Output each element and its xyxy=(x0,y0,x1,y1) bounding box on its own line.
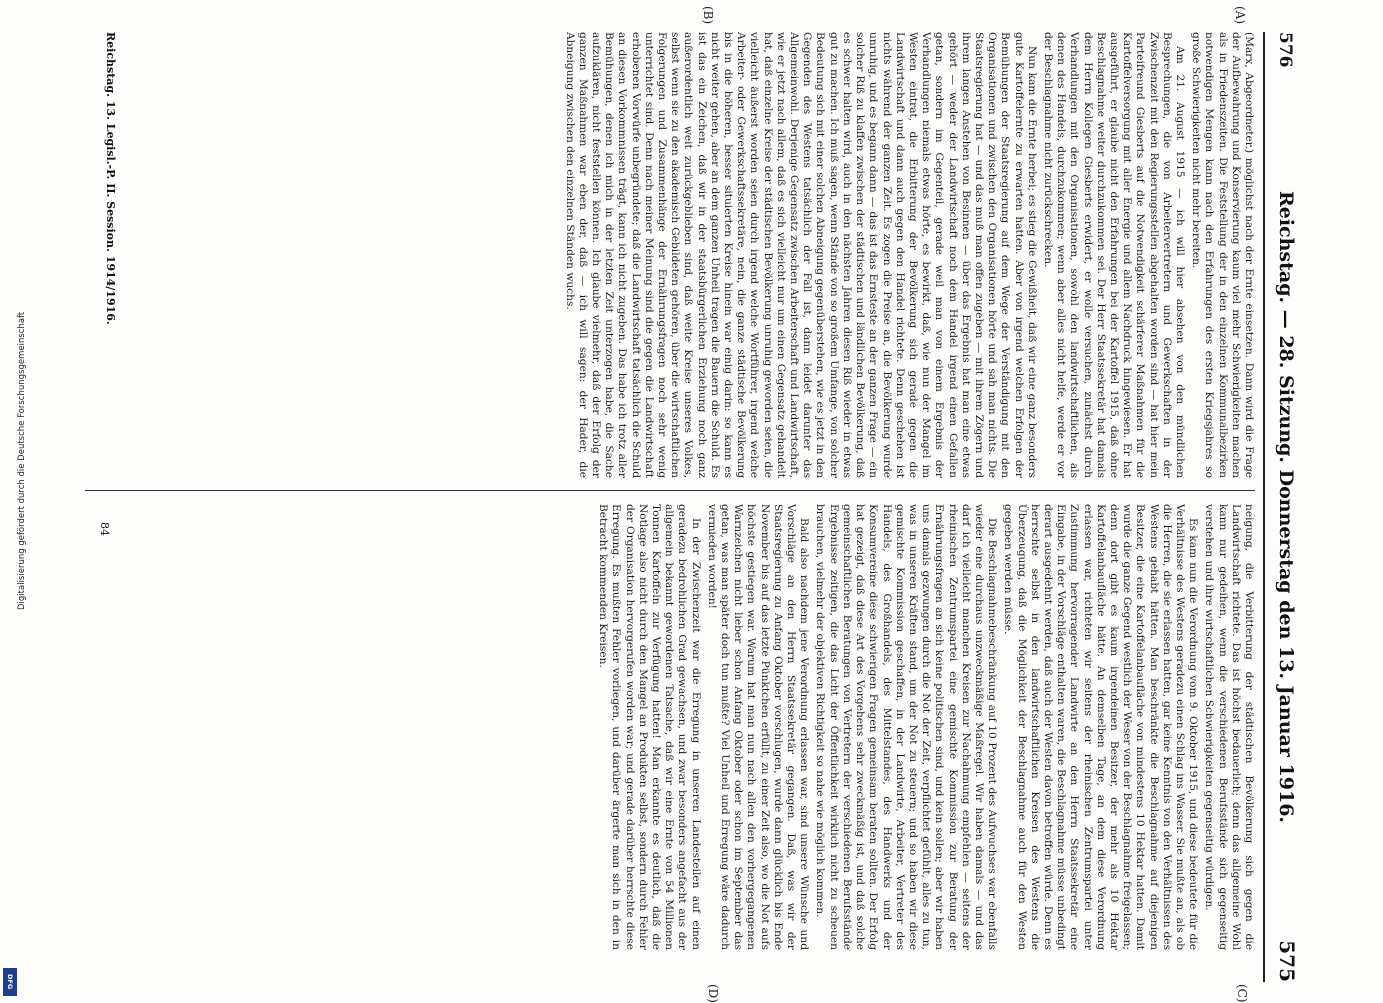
paragraph: Die Beschlagnahmebeschränkung auf 10 Prozent des Aufwuchses war ebenfalls wieder eine durchaus unzweckmäßige Maßregel. Wir haben damals — und das darf ich vielleicht manchen Kreisen zur Nachahmung empfehlen — seitens der rheinischen Zentrumspartei eine gemischte Kommission zur Beratung der Ernährungsfragen an sich keine politischen sind, und kein sollen; aber wir haben uns damals gezwungen durch die Not der Zeit, verpflichtet gefühlt, alles zu tun, was in unseren Kräften stand, um der Not zu steuern; und so haben wir diese gemischte Kommission geschaffen, in der Landwirte, Arbeiter, Vertreter des Handels, des Großhandels, des Mittelstandes, des Handwerks und der Konsumvereine diese schwierigen Fragen gemeinsam beraten sollten. Der Erfolg hat gezeigt, daß diese Art des Vorgehens sehr zweckmäßig ist, und daß solche gemeinschaftlichen Beratungen von Vertretern der verschiedenen Berufsstände Ergebnisse zeitigen, die das Licht der Öffentlichkeit wirklich nicht zu scheuen brauchen, vielmehr der objektiven Richtigkeit so nahe wie möglich kommen. xyxy=(814,504,999,950)
header-page-right: 575 xyxy=(1275,940,1299,982)
paragraph: Bald also nachdem jene Verordnung erlassen war, sind unsere Wünsche und Vorschläge an den Herrn Staatssekretär gegangen. Daß, was wir der Staatsregierung zu Anfang Oktober vorschlugen, wurde dann glücklich bis Ende November bis auf das letzte Pünktchen erfüllt, zu einer Zeit also, wo die Not aufs höchste gestiegen war. Warum hat man nun nach allen den vorhergegangenen Warnzeichen nicht lieber schon Anfang Oktober oder schon im September das getan, was man später doch tun mußte? Viel Unheil und Erregung wäre dadurch vermieden worden! xyxy=(705,504,811,950)
right-text-column xyxy=(75,504,1255,950)
session-reference: Reichstag. 13. Legisl.-P. II. Session. 1914/1916. xyxy=(104,32,117,325)
digitization-credit xyxy=(2,0,27,1000)
paragraph: In der Zwischenzeit war die Erregung in unseren Landesteilen auf einen geradezu bedrohlichen Grad gewachsen, und zwar besonders angefacht aus der allgemein bekannt gewordenen Tatsache, daß wir eine Ernte von 54 Millionen Tonnen Kartoffeln zur Verfügung hatten! Man erkannte es deutlich, daß die Notlage also nicht durch den Mangel an Produkten selbst, sondern durch Fehler der Organisation hervorgerufen worden war; und gerade darüber herrschte diese Erregung. Es mußten Fehler vorliegen, und darüber ärgerte man sich in den in Betracht kommenden Kreisen. xyxy=(597,504,702,950)
paragraph: Am 21. August 1915 — ich will hier absehen von den mündlichen Besprechungen, die von Arbeitervertretern und Gewerkschaften in der Zwischenzeit mit den Regierungsstellen abgehalten worden sind — hat hier mein Parteifreund Giesberts auf die Notwendigkeit schärferer Maßnahmen für die Kartoffelversorgung mit aller Energie und allem Nachdruck hingewiesen. Er hat ausgeführt, er glaube nicht den Erfahrungen bei der Kartoffel 1915, daß ohne Beschlagnahme weiter durchzukommen sei. Der Herr Staatssekretär hat damals dem Herrn Kollegen Giesberts erwidert, er wolle versuchen, zunächst durch Verhandlungen mit den Organisationen, sowohl den landwirtschaftlichen, als denen des Handels, durchzukommen; wenn aber alles nicht helfe, werde er vor der Beschlagnahme nicht zurückschrecken. xyxy=(1041,32,1186,478)
paragraph: Nun kam die Ernte herbei; es stieg die Gewißheit, daß wir eine ganz besonders gute Kartoffelernte zu erwarten hatten. Aber von irgend welchen Erfolgen der Bemühungen der Staatsregierung auf dem Wege der Verständigung mit den Organisationen und zwischen den Organisationen hörte und sah man nichts. Die Staatsregierung hat — und das muß man offen zugeben — mit ihrem Zögern und ihrem langen Anstehen von Besinnen — über das Ergebnis hat man eine etwas gehört — weder der Landwirtschaft noch dem Handel irgend einen Gefallen getan, sondern im Gegenteil, gerade weil man von einem Ergebnis der Verhandlungen niemals etwas hörte, es bewirkt, daß, wie nun der Mangel im Westen eintrat, die Erbitterung der Bevölkerung sich gerade gegen die Landwirtschaft und dann auch gegen den Handel richtete. Denn geschehen ist nichts während der ganzen Zeit. Es zogen die Preise an, die Bevölkerung wurde unruhig, und es begann dann — das ist das Ernsteste an der ganzen Frage — ein solcher Riß zu klaffen zwischen der städtischen und ländlichen Bevölkerung, daß es schwer halten wird, auch in den nächsten Jahren diesen Riß wieder in etwas gut zu machen. Ich muß sagen, wenn Stände von so großem Umfange, von solcher Bedeutung sich mit einer solchen Abneigung gegenüberstehen, wie es jetzt in den Gegenden des Westens tatsächlich der Fall ist, dann leidet darunter das Allgemeinwohl. Derjenige Gegensatz zwischen Arbeiterschaft und Landwirtschaft, wie er jetzt nach allem, daß es sich vielleicht nur um einen Gegensatz gehandelt hat, daß einzelne Kreise der städtischen Bevölkerung unruhig geworden seien, die vielleicht äußerst worden seien durch irgend welche Wortführer, irgend welche Arbeiter- oder Gewerkschaftssekretäre, nein, die ganze städtische Bevölkerung bis in die höheren, besser situierten Kreise hinein war einig darin: so kann es nicht weiter gehen, aber an dem ganzen Unheil tragen die Bauern die Schuld. Es ist das ein Zeichen, daß wir in der staatsbürgerlichen Erziehung noch ganz außerordentlich weit zurückgeblieben sind, daß weite Kreise unseres Volkes, selbst wenn sie zu den akademisch Gebildeten gehören, über die wirtschaftlichen Folgerungen und Zusammenhänge der Ernährungsfragen noch sehr wenig unterrichtet sind. Denn nach meiner Meinung sind die gegen die Landwirtschaft erhobenen Vorwürfe unbegründete; daß die Landwirtschaft tatsächlich die Schuld an diesen Vorkommnissen trägt, kann ich nicht zugeben. Das habe ich trotz aller Bemühungen, denen ich mich in der letzten Zeit unterzogen habe, die Sache aufzuklären, nicht feststellen können. Ich glaube vielmehr, daß der Erfolg der ganzen Maßnahmen war eben der, daß — ich will sagen: der Hader, die Abneigung zwischen den einzelnen Ständen wuchs. xyxy=(563,32,1038,478)
header-rule xyxy=(1263,32,1265,982)
column-divider xyxy=(85,490,1255,491)
rotated-page-body xyxy=(65,6,1305,1003)
margin-marker-b: (B) xyxy=(701,6,715,25)
header-page-left: 576 xyxy=(1275,32,1295,68)
credit-text: Digitalisierung gefördert durch die Deutsche Forschungsgemeinschaft xyxy=(17,311,27,610)
dfg-logo: DFG xyxy=(3,968,17,996)
header-title: Reichstag. — 28. Sitzung. Donnerstag den 13. Januar 1916. xyxy=(1275,190,1297,824)
sheet-number: 84 xyxy=(98,522,111,536)
paragraph: (Marx, Abgeordneter.) möglichst nach der Ernte einsetzen. Dann wird die Frage der Aufbewahrung und Konservierung kaum viel mehr Schwierigkeiten machen als in Friedenszeiten. Die Feststellung der in den einzelnen Kommunalbezirken notwendigen Mengen kann nach den Erfahrungen des ersten Kriegsjahres so große Schwierigkeiten nicht mehr bereiten. xyxy=(1190,32,1255,478)
paragraph: neigung, die Verbitterung der städtischen Bevölkerung sich gegen die Landwirtschaft richtete. Das ist höchst bedauerlich; denn das allgemeine Wohl kann nur gedeihen, wenn die verschiedenen Berufsstände sich gegenseitig verstehen und ihre wirtschaftlichen Schwierigkeiten gegenseitig würdigen. xyxy=(1203,504,1255,950)
margin-marker-a: (A) xyxy=(1233,6,1247,25)
margin-marker-d: (D) xyxy=(706,984,720,1003)
left-text-column xyxy=(75,32,1255,478)
margin-marker-c: (C) xyxy=(1235,984,1249,1003)
running-header xyxy=(1261,32,1305,982)
paragraph: Es kam nun die Verordnung vom 9. Oktober 1915, und diese bedeutete für die Verhältnisse des Westens geradezu einen Schlag ins Wasser. Sie mußte an, als ob die Herren, die sie erlassen hatten, gar keine Kenntnis von den Verhältnissen des Westens gehabt hätten. Man beschränkte die Beschlagnahme auf diejenigen Besitzer, die eine Kartoffelanbaufläche von mindestens 10 Hektar hatten. Damit wurde die ganze Gegend westlich der Weser von der Beschlagnahme freigelassen; denn dort gibt es kaum irgendeinen Besitzer, der mehr als 10 Hektar Kartoffelanbaufläche hätte. An demselben Tage, an dem diese Verordnung erlassen war, richteten wir seitens der rheinischen Zentrumspartei unter Zustimmung hervorragender Landwirte an den Herrn Staatssekretär eine Eingabe, in der Vorschläge enthalten waren, die Beschlagnahme müsse unbedingt derart ausgedehnt werden, daß auch der Westen davon betroffen würde. Denn es herrschte selbst in den landwirtschaftlichen Kreisen des Westens die Überzeugung, daß die Möglichkeit der Beschlagnahme auch für den Westen gegeben werden müsse. xyxy=(1002,504,1200,950)
